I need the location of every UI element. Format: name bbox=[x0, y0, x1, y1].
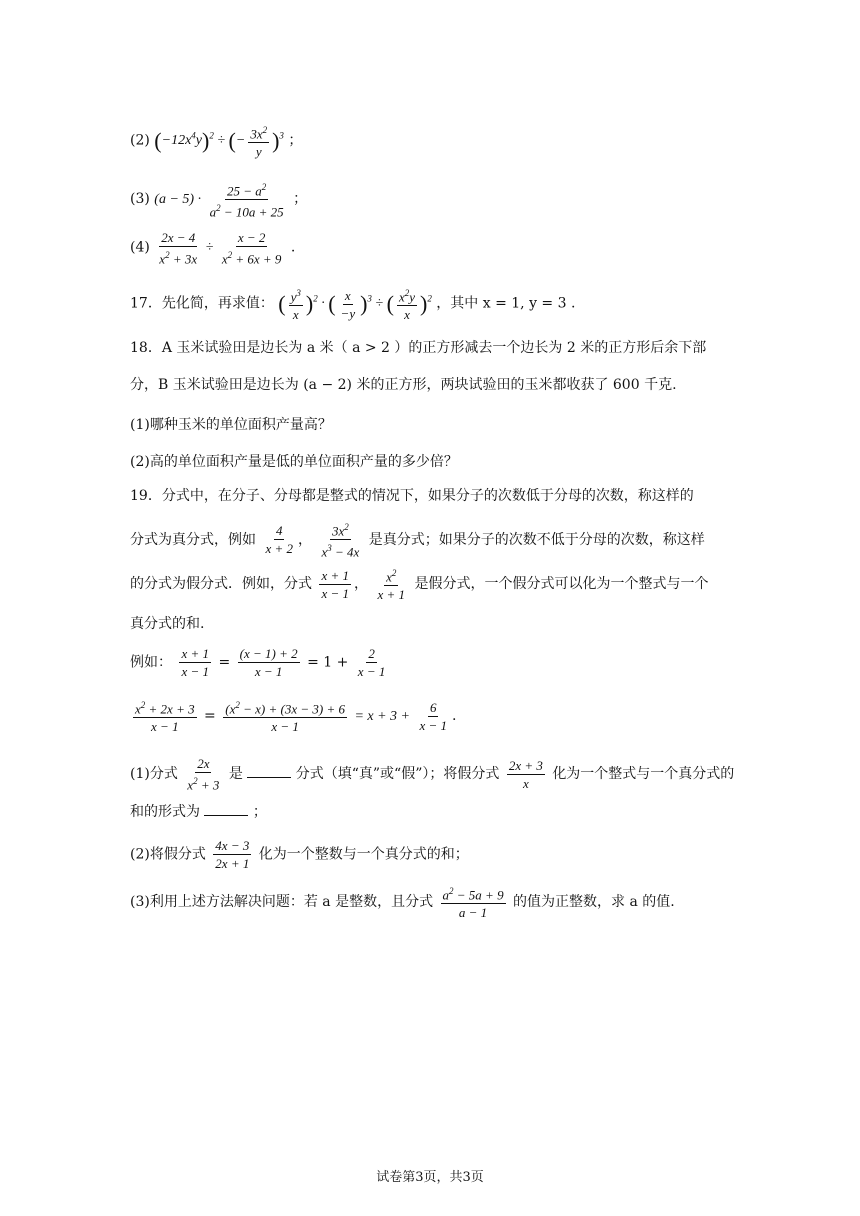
problem-19-q1-line2 bbox=[130, 801, 267, 822]
problem-19-q3: (3)利用上述方法解决问题：若 a 是整数，且分式 $\frac{a^2 - 5a + 9}{a - 1}$ 的值为正整数，求 a 的值. bbox=[130, 886, 675, 921]
problem-18-q1: (1)哪种玉米的单位面积产量高？ bbox=[130, 417, 332, 433]
label: (4) bbox=[130, 239, 150, 256]
problem-19-q1: (1)分式 $\frac{2x}{x^2 + 3}$ 是 分式（填“真”或“假”）；将假分式 $\frac{2x + 3}{x}$ 化为一个整式与一个真分式的 bbox=[130, 756, 735, 793]
example-2: $\frac{x^2 + 2x + 3}{x - 1}$ = $\frac{(x^2 - x) + (3x - 3) + 6}{x - 1}$ = x + 3 + $\frac{6}{x - 1}$ . bbox=[135, 699, 457, 735]
head: (3)利用上述方法解决问题：若 a 是整数，且分式 bbox=[130, 894, 434, 911]
tail: ，其中 x = 1, y = 3 . bbox=[436, 295, 576, 312]
mid2: 分式（填“真”或“假”）；将假分式 bbox=[295, 766, 500, 783]
problem-19-line4: 真分式的和. bbox=[130, 616, 205, 632]
problem-17: 17．先化简，再求值： ( $\frac{y^3}{x}$ )$^2$ · ( $\frac{x}{-y}$ )$^3$ ÷ ( $\frac{x^2y}{x}$ )$^2$ ，其中 x = 1, y = 3 . bbox=[130, 287, 576, 323]
tail: 的值为正整数，求 a 的值. bbox=[513, 894, 675, 911]
problem-18-q2: (2)高的单位面积产量是低的单位面积产量的多少倍？ bbox=[130, 454, 458, 470]
head: (1)分式 bbox=[130, 766, 178, 783]
head: (2)将假分式 bbox=[130, 846, 206, 863]
example-1: 例如： $\frac{x + 1}{x - 1}$ = $\frac{(x - 1) + 2}{x - 1}$ = 1 + $\frac{2}{x - 1}$ bbox=[130, 646, 386, 679]
mid: 是真分式；如果分子的次数不低于分母的次数，称这样 bbox=[368, 531, 705, 548]
tail: 化为一个整数与一个真分式的和； bbox=[258, 846, 469, 863]
problem-16-3: (3) (a − 5) · $\frac{25 - a^2}{a^2 - 10a + 25}$ ； bbox=[130, 182, 308, 220]
problem-19-line1: 19．分式中，在分子、分母都是整式的情况下，如果分子的次数低于分母的次数，称这样的 bbox=[130, 488, 694, 504]
label: (3) bbox=[130, 191, 150, 208]
head: 和的形式为 bbox=[130, 804, 200, 820]
tail: ； bbox=[293, 191, 308, 208]
label: (2) bbox=[130, 132, 150, 149]
head: 的分式为假分式．例如，分式 bbox=[130, 576, 312, 593]
problem-19-line3: 的分式为假分式．例如，分式 $\frac{x + 1}{x - 1}$ ， $\frac{x^2}{x + 1}$ 是假分式，一个假分式可以化为一个整式与一个 bbox=[130, 567, 709, 603]
problem-19-line2: 分式为真分式，例如 $\frac{4}{x + 2}$ ， $\frac{3x^2}{x^3 - 4x}$ 是真分式；如果分子的次数不低于分母的次数，称这样 bbox=[130, 522, 705, 560]
mid: 是假分式，一个假分式可以化为一个整式与一个 bbox=[414, 576, 709, 593]
head: 例如： bbox=[130, 654, 172, 671]
answer-blank-2[interactable] bbox=[204, 801, 248, 816]
mid1: 是 bbox=[228, 766, 243, 783]
tail: ； bbox=[252, 804, 267, 820]
page-footer: 试卷第3页，共3页 bbox=[376, 1170, 484, 1185]
problem-19-q2: (2)将假分式 $\frac{4x - 3}{2x + 1}$ 化为一个整数与一个真分式的和； bbox=[130, 838, 469, 871]
answer-blank-1[interactable] bbox=[247, 763, 291, 778]
head: 分式为真分式，例如 bbox=[130, 531, 256, 548]
head: 17．先化简，再求值： bbox=[130, 295, 274, 312]
mid3: 化为一个整式与一个真分式的 bbox=[552, 766, 735, 783]
problem-16-2: (2) $(-12x^4y)^2$ ÷ (− $\frac{3x^2}{y}$ )$^3$ ； bbox=[130, 125, 303, 160]
tail: . bbox=[290, 239, 296, 256]
tail: ； bbox=[288, 132, 303, 149]
problem-18-line2: 分，B 玉米试验田是边长为 (a − 2) 米的正方形，两块试验田的玉米都收获了 600 千克. bbox=[130, 377, 677, 393]
problem-18-line1: 18．A 玉米试验田是边长为 a 米（ a > 2 ）的正方形减去一个边长为 2 米的正方形后余下部 bbox=[130, 340, 707, 356]
problem-16-4: (4) $\frac{2x - 4}{x^2 + 3x}$ ÷ $\frac{x - 2}{x^2 + 6x + 9}$ . bbox=[130, 230, 296, 267]
